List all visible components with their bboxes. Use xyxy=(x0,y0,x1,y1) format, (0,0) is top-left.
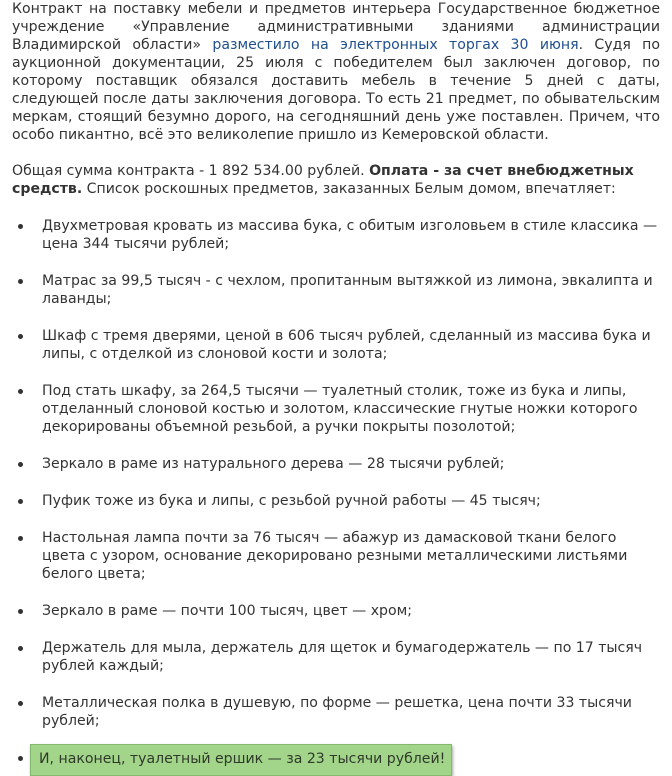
list-item: Зеркало в раме — почти 100 тысяч, цвет — хром; xyxy=(12,602,660,620)
list-item: Держатель для мыла, держатель для щеток и бумагодержатель — по 17 тысяч рублей каждый; xyxy=(12,639,660,675)
list-item: Под стать шкафу, за 264,5 тысячи — туалетный столик, тоже из бука и липы, отделанный слоновой костью и золотом, классические гнутые ножки которого декорированы объемной резьбой, а ручки покрыты позолотой; xyxy=(12,382,660,436)
list-item: Шкаф с тремя дверями, ценой в 606 тысяч рублей, сделанный из массива бука и липы, с отделкой из слоновой кости и золота; xyxy=(12,327,660,363)
list-item: Двухметровая кровать из массива бука, с обитым изголовьем в стиле классика — цена 344 тысячи рублей; xyxy=(12,217,660,253)
intro-paragraph xyxy=(12,0,660,144)
list-intro-text: Список роскошных предметов, заказанных Белым домом, впечатляет: xyxy=(82,181,616,197)
payment-source-bold: Оплата - за счет внебюджетных средств. xyxy=(12,163,634,197)
auction-link[interactable]: разместило на электронных торгах 30 июня xyxy=(212,37,579,53)
intro-text-end: . Судя по аукционной документации, 25 июля с победителем был заключен договор, по которому поставщик обязался доставить мебель в течение 5 дней с даты, следующей после даты заключения договора. То есть 21 предмет, по обывательским меркам, стоящий безумно дорого, на сегодняшний день уже поставлен. Причем, что особо пикантно, всё это великолепие пришло из Кемеровской области. xyxy=(12,37,660,143)
total-paragraph xyxy=(12,162,660,198)
list-item: Зеркало в раме из натурального дерева — 28 тысячи рублей; xyxy=(12,455,660,473)
list-item: Настольная лампа почти за 76 тысяч — абажур из дамасковой ткани белого цвета с узором, основание декорировано резными металлическими листьями белого цвета; xyxy=(12,529,660,583)
furniture-list xyxy=(12,217,660,776)
list-item: Матрас за 99,5 тысяч - с чехлом, пропитанным вытяжкой из лимона, эвкалипта и лаванды; xyxy=(12,272,660,308)
list-item: Пуфик тоже из бука и липы, с резьбой ручной работы — 45 тысяч; xyxy=(12,492,660,510)
highlighted-item-text: И, наконец, туалетный ершик — за 23 тысячи рублей! xyxy=(30,744,452,776)
intro-text-start: Контракт на поставку мебели и предметов интерьера Государственное бюджетное учреждение «Управление административными зданиями администрации Владимирской области» xyxy=(12,1,660,53)
list-item: Металлическая полка в душевую, по форме — решетка, цена почти 33 тысячи рублей; xyxy=(12,694,660,730)
list-item-highlighted xyxy=(12,744,660,776)
total-sum-text: Общая сумма контракта - 1 892 534.00 рублей. xyxy=(12,163,370,179)
